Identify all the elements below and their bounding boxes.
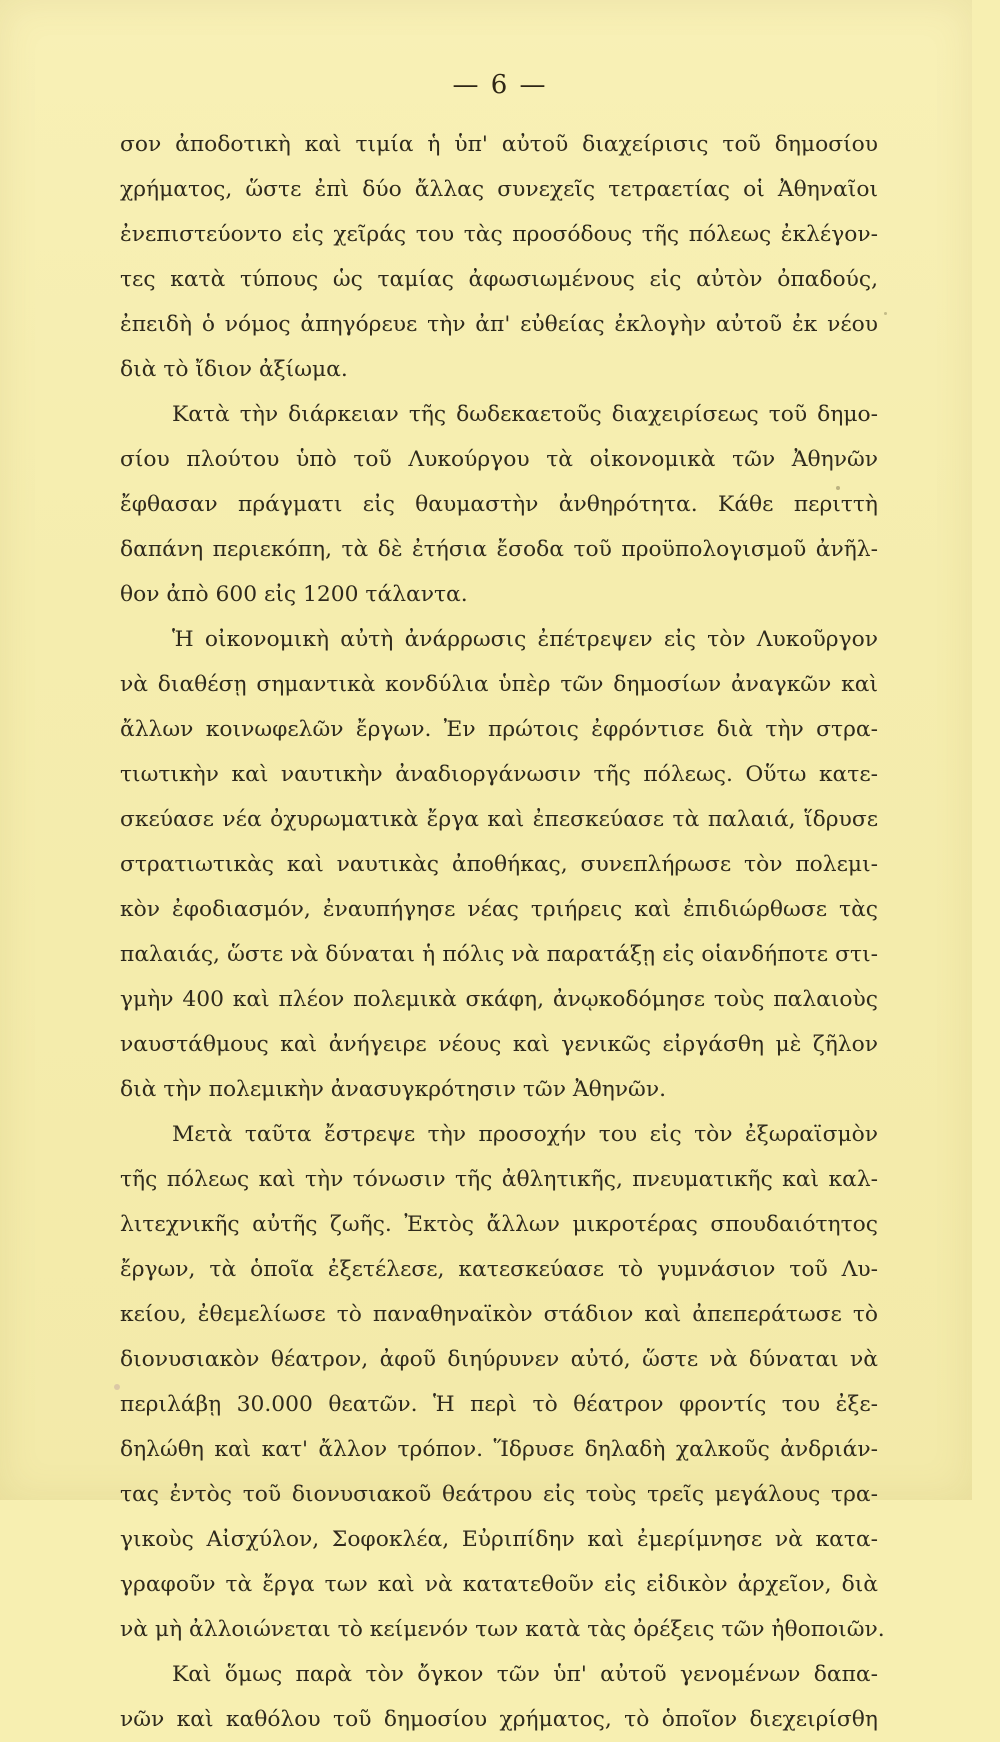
text-line: δαπάνη περιεκόπη, τὰ δὲ ἐτήσια ἔσοδα τοῦ προϋπολογισμοῦ ἀνῆλ- [120, 537, 878, 562]
paper-stain [114, 1384, 120, 1390]
body-text [120, 122, 885, 1742]
text-line: τας ἐντὸς τοῦ διονυσιακοῦ θεάτρου εἰς τοὺς τρεῖς μεγάλους τρα- [120, 1482, 878, 1507]
text-line: σκεύασε νέα ὀχυρωματικὰ ἔργα καὶ ἐπεσκεύασε τὰ παλαιά, ἵδρυσε [120, 807, 878, 832]
text-line: ἔφθασαν πράγματι εἰς θαυμαστὴν ἀνθηρότητα. Κάθε περιττὴ [120, 492, 878, 517]
text-line: κὸν ἐφοδιασμόν, ἐναυπήγησε νέας τριήρεις καὶ ἐπιδιώρθωσε τὰς [120, 897, 878, 922]
text-line: παλαιάς, ὥστε νὰ δύναται ἡ πόλις νὰ παρατάξῃ εἰς οἱανδήποτε στι- [120, 942, 878, 967]
text-line: σον ἀποδοτικὴ καὶ τιμία ἡ ὑπ' αὐτοῦ διαχείρισις τοῦ δημοσίου [120, 132, 878, 157]
paragraph-end-line: διὰ τὸ ἴδιον ἀξίωμα. [120, 357, 348, 382]
text-line: γραφοῦν τὰ ἔργα των καὶ νὰ κατατεθοῦν εἰς εἰδικὸν ἀρχεῖον, διὰ [120, 1572, 878, 1597]
paragraph-end-line: διὰ τὴν πολεμικὴν ἀνασυγκρότησιν τῶν Ἀθηνῶν. [120, 1077, 667, 1102]
text-line: σίου πλούτου ὑπὸ τοῦ Λυκούργου τὰ οἰκονομικὰ τῶν Ἀθηνῶν [120, 447, 878, 472]
text-line: τες κατὰ τύπους ὡς ταμίας ἀφωσιωμένους εἰς αὐτὸν ὀπαδούς, [120, 267, 878, 292]
paragraph-start-line: Μετὰ ταῦτα ἔστρεψε τὴν προσοχήν του εἰς τὸν ἐξωραϊσμὸν [172, 1122, 878, 1147]
text-line: ἔργων, τὰ ὁποῖα ἐξετέλεσε, κατεσκεύασε τὸ γυμνάσιον τοῦ Λυ- [120, 1257, 878, 1282]
text-line: νῶν καὶ καθόλου τοῦ δημοσίου χρήματος, τὸ ὁποῖον διεχειρίσθη [120, 1707, 878, 1732]
paragraph-start-line: Ἡ οἰκονομικὴ αὐτὴ ἀνάρρωσις ἐπέτρεψεν εἰς τὸν Λυκοῦργον [172, 627, 878, 652]
paragraph-start-line: Καὶ ὅμως παρὰ τὸν ὄγκον τῶν ὑπ' αὐτοῦ γενομένων δαπα- [172, 1662, 878, 1687]
text-line: νὰ διαθέσῃ σημαντικὰ κονδύλια ὑπὲρ τῶν δημοσίων ἀναγκῶν καὶ [120, 672, 878, 697]
text-line: περιλάβῃ 30.000 θεατῶν. Ἡ περὶ τὸ θέατρον φροντίς του ἐξε- [120, 1392, 878, 1417]
text-line: γμὴν 400 καὶ πλέον πολεμικὰ σκάφη, ἀνῳκοδόμησε τοὺς παλαιοὺς [120, 987, 878, 1012]
text-line: ἄλλων κοινωφελῶν ἔργων. Ἐν πρώτοις ἐφρόντισε διὰ τὴν στρα- [120, 717, 878, 742]
text-line: ἐνεπιστεύοντο εἰς χεῖράς του τὰς προσόδους τῆς πόλεως ἐκλέγον- [120, 222, 878, 247]
paragraph-end-line: νὰ μὴ ἀλλοιώνεται τὸ κείμενόν των κατὰ τὰς ὀρέξεις τῶν ἠθοποιῶν. [120, 1617, 885, 1642]
page-number: — 6 — [452, 70, 548, 100]
text-line: ἐπειδὴ ὁ νόμος ἀπηγόρευε τὴν ἀπ' εὐθείας ἐκλογὴν αὐτοῦ ἐκ νέου [120, 312, 878, 337]
text-line: τιωτικὴν καὶ ναυτικὴν ἀναδιοργάνωσιν τῆς πόλεως. Οὕτω κατε- [120, 762, 878, 787]
text-line: ναυστάθμους καὶ ἀνήγειρε νέους καὶ γενικῶς εἰργάσθη μὲ ζῆλον [120, 1032, 878, 1057]
text-line: δηλώθη καὶ κατ' ἄλλον τρόπον. Ἵδρυσε δηλαδὴ χαλκοῦς ἀνδριάν- [120, 1437, 878, 1462]
ink-speck [836, 486, 840, 490]
text-line: τῆς πόλεως καὶ τὴν τόνωσιν τῆς ἀθλητικῆς, πνευματικῆς καὶ καλ- [120, 1167, 878, 1192]
text-line: γικοὺς Αἰσχύλον, Σοφοκλέα, Εὐριπίδην καὶ ἐμερίμνησε νὰ κατα- [120, 1527, 878, 1552]
text-line: χρήματος, ὥστε ἐπὶ δύο ἄλλας συνεχεῖς τετραετίας οἱ Ἀθηναῖοι [120, 177, 878, 202]
ink-speck [884, 312, 887, 315]
text-line: διονυσιακὸν θέατρον, ἀφοῦ διηύρυνεν αὐτό, ὥστε νὰ δύναται νὰ [120, 1347, 878, 1372]
text-line: κείου, ἐθεμελίωσε τὸ παναθηναϊκὸν στάδιον καὶ ἀπεπεράτωσε τὸ [120, 1302, 878, 1327]
paragraph-start-line: Κατὰ τὴν διάρκειαν τῆς δωδεκαετοῦς διαχειρίσεως τοῦ δημο- [172, 402, 878, 427]
text-line: λιτεχνικῆς αὐτῆς ζωῆς. Ἐκτὸς ἄλλων μικροτέρας σπουδαιότητος [120, 1212, 878, 1237]
paragraph-end-line: θον ἀπὸ 600 εἰς 1200 τάλαντα. [120, 582, 468, 607]
text-line: στρατιωτικὰς καὶ ναυτικὰς ἀποθήκας, συνεπλήρωσε τὸν πολεμι- [120, 852, 878, 877]
